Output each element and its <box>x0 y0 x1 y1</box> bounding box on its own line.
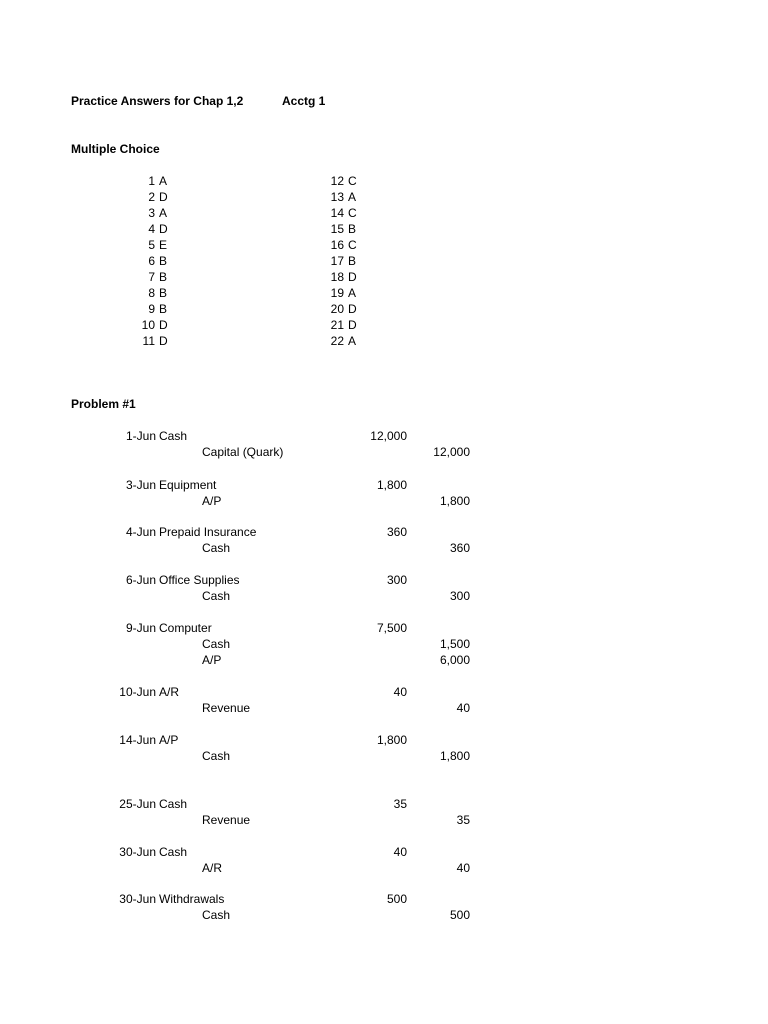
answer-letter: D <box>348 318 357 332</box>
answer-letter: C <box>348 174 357 188</box>
entry-date: 10-Jun <box>119 685 156 699</box>
debit-amount: 12,000 <box>370 429 407 443</box>
debit-account: Prepaid Insurance <box>159 525 257 539</box>
debit-account: Office Supplies <box>159 573 240 587</box>
credit-account: Cash <box>202 749 231 763</box>
answer-letter: A <box>159 174 168 188</box>
answer-letter: B <box>159 270 168 284</box>
question-number: 4 <box>148 222 155 236</box>
entry-date: 6-Jun <box>125 573 156 587</box>
question-number: 12 <box>330 174 344 188</box>
answer-letter: A <box>348 286 357 300</box>
entry-date: 1-Jun <box>125 429 156 443</box>
debit-account: Cash <box>159 429 188 443</box>
answer-letter: B <box>159 302 168 316</box>
credit-account: A/R <box>202 861 223 875</box>
entry-date: 14-Jun <box>119 733 156 747</box>
question-number: 14 <box>330 206 344 220</box>
answer-letter: D <box>159 190 168 204</box>
credit-account: Cash <box>202 637 231 651</box>
answer-letter: E <box>159 238 168 252</box>
debit-amount: 7,500 <box>376 621 407 635</box>
credit-account: A/P <box>202 653 222 667</box>
debit-amount: 1,800 <box>376 733 407 747</box>
credit-account: Cash <box>202 541 231 555</box>
debit-account: Cash <box>159 797 188 811</box>
course-label: Acctg 1 <box>282 94 326 108</box>
answer-letter: B <box>159 286 168 300</box>
debit-amount: 35 <box>393 797 407 811</box>
entry-date: 25-Jun <box>119 797 156 811</box>
question-number: 2 <box>148 190 155 204</box>
credit-amount: 1,800 <box>439 494 470 508</box>
question-number: 13 <box>330 190 344 204</box>
debit-account: A/P <box>159 733 179 747</box>
entry-date: 30-Jun <box>119 892 156 906</box>
answer-letter: D <box>348 302 357 316</box>
debit-account: Cash <box>159 845 188 859</box>
credit-amount: 35 <box>456 813 470 827</box>
credit-account: Cash <box>202 908 231 922</box>
problem-1-heading: Problem #1 <box>71 397 136 411</box>
credit-amount: 300 <box>449 589 470 603</box>
answer-letter: A <box>348 334 357 348</box>
debit-amount: 40 <box>393 845 407 859</box>
credit-amount: 40 <box>456 701 470 715</box>
answer-letter: D <box>159 334 168 348</box>
debit-amount: 300 <box>386 573 407 587</box>
question-number: 15 <box>330 222 344 236</box>
question-number: 21 <box>330 318 344 332</box>
debit-amount: 40 <box>393 685 407 699</box>
question-number: 22 <box>330 334 344 348</box>
answer-letter: D <box>159 318 168 332</box>
entry-date: 4-Jun <box>125 525 156 539</box>
debit-amount: 360 <box>386 525 407 539</box>
entry-date: 30-Jun <box>119 845 156 859</box>
credit-amount: 1,500 <box>439 637 470 651</box>
question-number: 20 <box>330 302 344 316</box>
debit-account: Withdrawals <box>159 892 225 906</box>
question-number: 19 <box>330 286 344 300</box>
debit-account: Computer <box>159 621 212 635</box>
credit-account: Capital (Quark) <box>202 445 284 459</box>
question-number: 11 <box>142 334 155 348</box>
answer-letter: D <box>348 270 357 284</box>
question-number: 3 <box>148 206 155 220</box>
credit-account: Revenue <box>202 813 251 827</box>
answer-letter: A <box>348 190 357 204</box>
answer-letter: D <box>159 222 168 236</box>
credit-amount: 12,000 <box>433 445 470 459</box>
question-number: 18 <box>330 270 344 284</box>
debit-account: A/R <box>159 685 180 699</box>
credit-account: Revenue <box>202 701 251 715</box>
question-number: 9 <box>148 302 155 316</box>
entry-date: 9-Jun <box>125 621 156 635</box>
credit-account: Cash <box>202 589 231 603</box>
credit-amount: 1,800 <box>439 749 470 763</box>
debit-account: Equipment <box>159 478 217 492</box>
credit-account: A/P <box>202 494 222 508</box>
answer-letter: A <box>159 206 168 220</box>
question-number: 5 <box>148 238 155 252</box>
question-number: 1 <box>148 174 155 188</box>
credit-amount: 40 <box>456 861 470 875</box>
question-number: 10 <box>141 318 155 332</box>
answer-letter: B <box>159 254 168 268</box>
answer-letter: C <box>348 238 357 252</box>
answer-letter: B <box>348 254 357 268</box>
question-number: 6 <box>148 254 155 268</box>
question-number: 8 <box>148 286 155 300</box>
question-number: 17 <box>330 254 344 268</box>
debit-amount: 1,800 <box>376 478 407 492</box>
document-title: Practice Answers for Chap 1,2 <box>71 94 244 108</box>
answer-letter: B <box>348 222 357 236</box>
credit-amount: 500 <box>449 908 470 922</box>
multiple-choice-heading: Multiple Choice <box>71 142 160 156</box>
question-number: 7 <box>148 270 155 284</box>
credit-amount: 6,000 <box>439 653 470 667</box>
credit-amount: 360 <box>449 541 470 555</box>
debit-amount: 500 <box>386 892 407 906</box>
question-number: 16 <box>330 238 344 252</box>
entry-date: 3-Jun <box>125 478 156 492</box>
answer-letter: C <box>348 206 357 220</box>
